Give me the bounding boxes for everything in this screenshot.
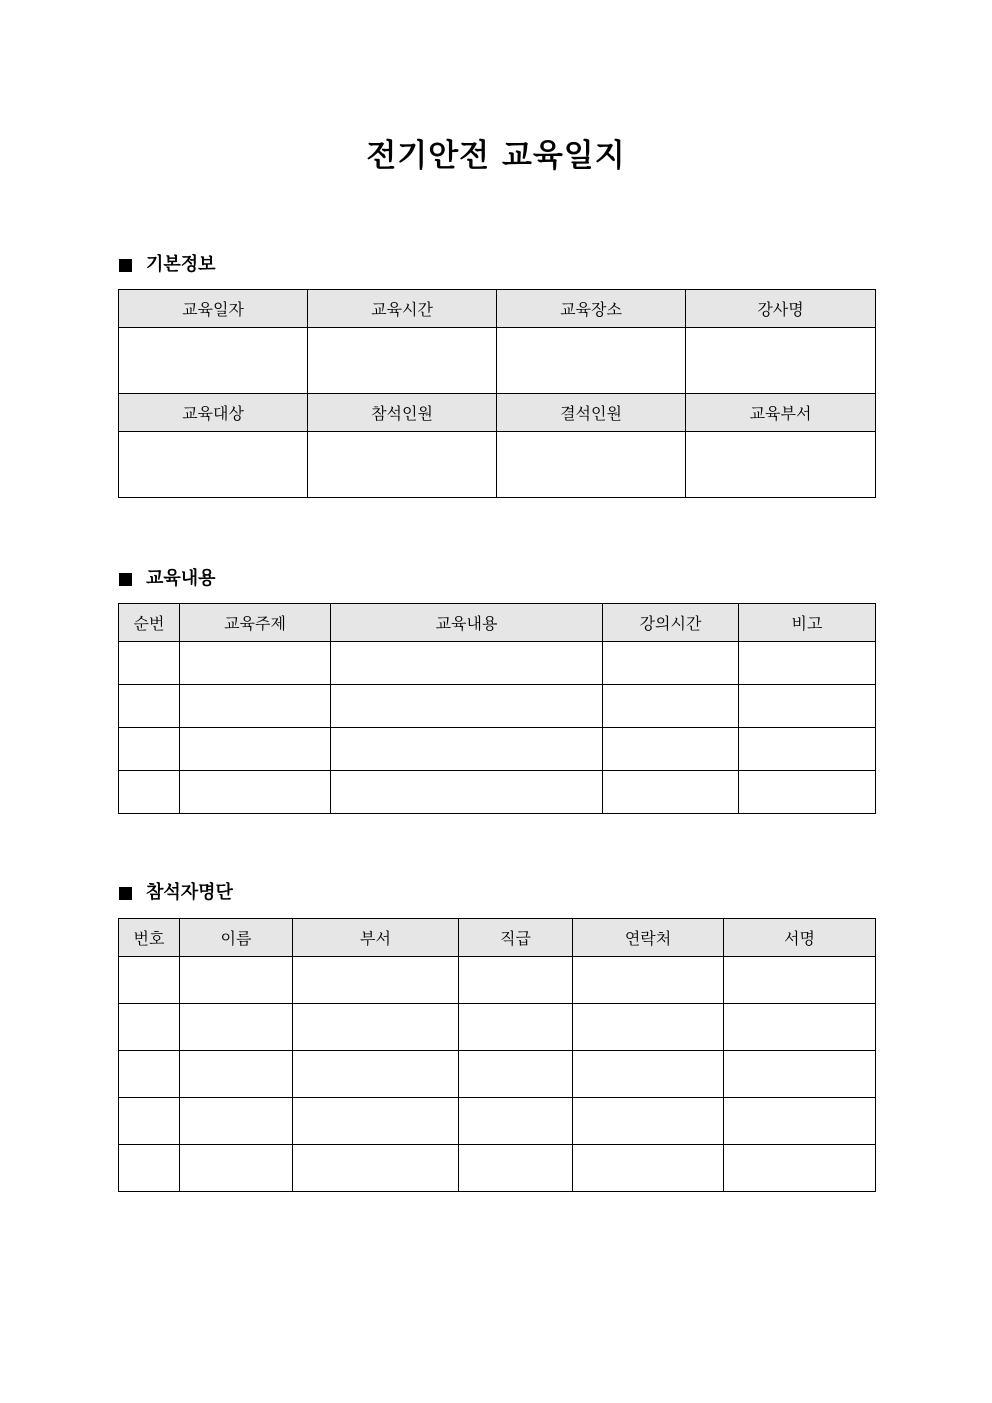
- table-cell[interactable]: [724, 1145, 876, 1192]
- table-cell[interactable]: [331, 771, 603, 814]
- square-bullet-icon: [119, 259, 132, 272]
- table-cell[interactable]: [119, 642, 180, 685]
- value-cell-present[interactable]: [308, 432, 497, 498]
- value-cell-date[interactable]: [119, 328, 308, 394]
- attendee-row: [119, 957, 876, 1004]
- table-cell[interactable]: [724, 1098, 876, 1145]
- table-cell[interactable]: [724, 1004, 876, 1051]
- table-cell[interactable]: [573, 1051, 724, 1098]
- table-cell[interactable]: [573, 1098, 724, 1145]
- table-cell[interactable]: [119, 1051, 180, 1098]
- header-cell-department: 교육부서: [686, 394, 876, 432]
- attendee-row: [119, 1098, 876, 1145]
- header-cell-instructor: 강사명: [686, 290, 876, 328]
- table-cell[interactable]: [739, 771, 876, 814]
- table-cell[interactable]: [293, 957, 459, 1004]
- section-heading-basic-label: 기본정보: [146, 254, 216, 275]
- table-cell[interactable]: [459, 1051, 573, 1098]
- table-cell[interactable]: [603, 685, 739, 728]
- table-cell[interactable]: [180, 771, 331, 814]
- table-cell[interactable]: [119, 1004, 180, 1051]
- section-heading-attendees: [119, 881, 233, 905]
- table-cell[interactable]: [724, 957, 876, 1004]
- header-cell-time: 교육시간: [308, 290, 497, 328]
- table-cell[interactable]: [119, 1145, 180, 1192]
- table-cell[interactable]: [119, 1098, 180, 1145]
- table-cell[interactable]: [180, 1145, 293, 1192]
- attendee-header-row: [119, 919, 876, 957]
- table-cell[interactable]: [119, 728, 180, 771]
- content-row: [119, 771, 876, 814]
- header-cell-absent: 결석인원: [497, 394, 686, 432]
- table-cell[interactable]: [573, 1004, 724, 1051]
- value-cell-absent[interactable]: [497, 432, 686, 498]
- value-cell-department[interactable]: [686, 432, 876, 498]
- value-cell-place[interactable]: [497, 328, 686, 394]
- square-bullet-icon: [119, 573, 132, 586]
- table-cell[interactable]: [180, 957, 293, 1004]
- value-cell-instructor[interactable]: [686, 328, 876, 394]
- table-cell[interactable]: [180, 1098, 293, 1145]
- table-cell[interactable]: [180, 1004, 293, 1051]
- section-heading-content: [119, 567, 216, 591]
- content-row: [119, 728, 876, 771]
- page-title: 전기안전 교육일지: [366, 138, 626, 174]
- header-cell-seq: 순번: [119, 604, 180, 642]
- table-cell[interactable]: [293, 1145, 459, 1192]
- table-cell[interactable]: [180, 685, 331, 728]
- table-cell[interactable]: [180, 728, 331, 771]
- table-cell[interactable]: [119, 957, 180, 1004]
- table-cell[interactable]: [724, 1051, 876, 1098]
- table-cell[interactable]: [459, 1098, 573, 1145]
- header-cell-rank: 직급: [459, 919, 573, 957]
- table-cell[interactable]: [459, 1004, 573, 1051]
- basic-value-row-1: [119, 328, 876, 394]
- attendee-row: [119, 1004, 876, 1051]
- header-cell-remarks: 비고: [739, 604, 876, 642]
- square-bullet-icon: [119, 887, 132, 900]
- table-cell[interactable]: [739, 728, 876, 771]
- table-cell[interactable]: [573, 1145, 724, 1192]
- header-cell-present: 참석인원: [308, 394, 497, 432]
- table-cell[interactable]: [739, 642, 876, 685]
- table-cell[interactable]: [603, 642, 739, 685]
- content-header-row: [119, 604, 876, 642]
- basic-info-table: [118, 289, 876, 498]
- attendee-row: [119, 1145, 876, 1192]
- header-cell-signature: 서명: [724, 919, 876, 957]
- header-cell-content: 교육내용: [331, 604, 603, 642]
- table-cell[interactable]: [603, 728, 739, 771]
- table-cell[interactable]: [331, 728, 603, 771]
- table-cell[interactable]: [180, 1051, 293, 1098]
- table-cell[interactable]: [119, 771, 180, 814]
- header-cell-name: 이름: [180, 919, 293, 957]
- table-cell[interactable]: [603, 771, 739, 814]
- table-cell[interactable]: [459, 957, 573, 1004]
- table-cell[interactable]: [331, 685, 603, 728]
- table-cell[interactable]: [293, 1098, 459, 1145]
- value-cell-target[interactable]: [119, 432, 308, 498]
- basic-header-row-1: [119, 290, 876, 328]
- table-cell[interactable]: [180, 642, 331, 685]
- content-row: [119, 685, 876, 728]
- attendee-row: [119, 1051, 876, 1098]
- table-cell[interactable]: [331, 642, 603, 685]
- attendee-table: [118, 918, 876, 1192]
- table-cell[interactable]: [739, 685, 876, 728]
- header-cell-dept: 부서: [293, 919, 459, 957]
- header-cell-target: 교육대상: [119, 394, 308, 432]
- table-cell[interactable]: [293, 1004, 459, 1051]
- basic-value-row-2: [119, 432, 876, 498]
- section-heading-basic: [119, 253, 216, 277]
- header-cell-topic: 교육주제: [180, 604, 331, 642]
- header-cell-place: 교육장소: [497, 290, 686, 328]
- table-cell[interactable]: [459, 1145, 573, 1192]
- header-cell-number: 번호: [119, 919, 180, 957]
- header-cell-date: 교육일자: [119, 290, 308, 328]
- header-cell-lecture-time: 강의시간: [603, 604, 739, 642]
- section-heading-attendees-label: 참석자명단: [146, 882, 233, 903]
- table-cell[interactable]: [119, 685, 180, 728]
- content-table: [118, 603, 876, 814]
- table-cell[interactable]: [573, 957, 724, 1004]
- basic-header-row-2: [119, 394, 876, 432]
- table-cell[interactable]: [293, 1051, 459, 1098]
- value-cell-time[interactable]: [308, 328, 497, 394]
- header-cell-contact: 연락처: [573, 919, 724, 957]
- section-heading-content-label: 교육내용: [146, 568, 216, 589]
- content-row: [119, 642, 876, 685]
